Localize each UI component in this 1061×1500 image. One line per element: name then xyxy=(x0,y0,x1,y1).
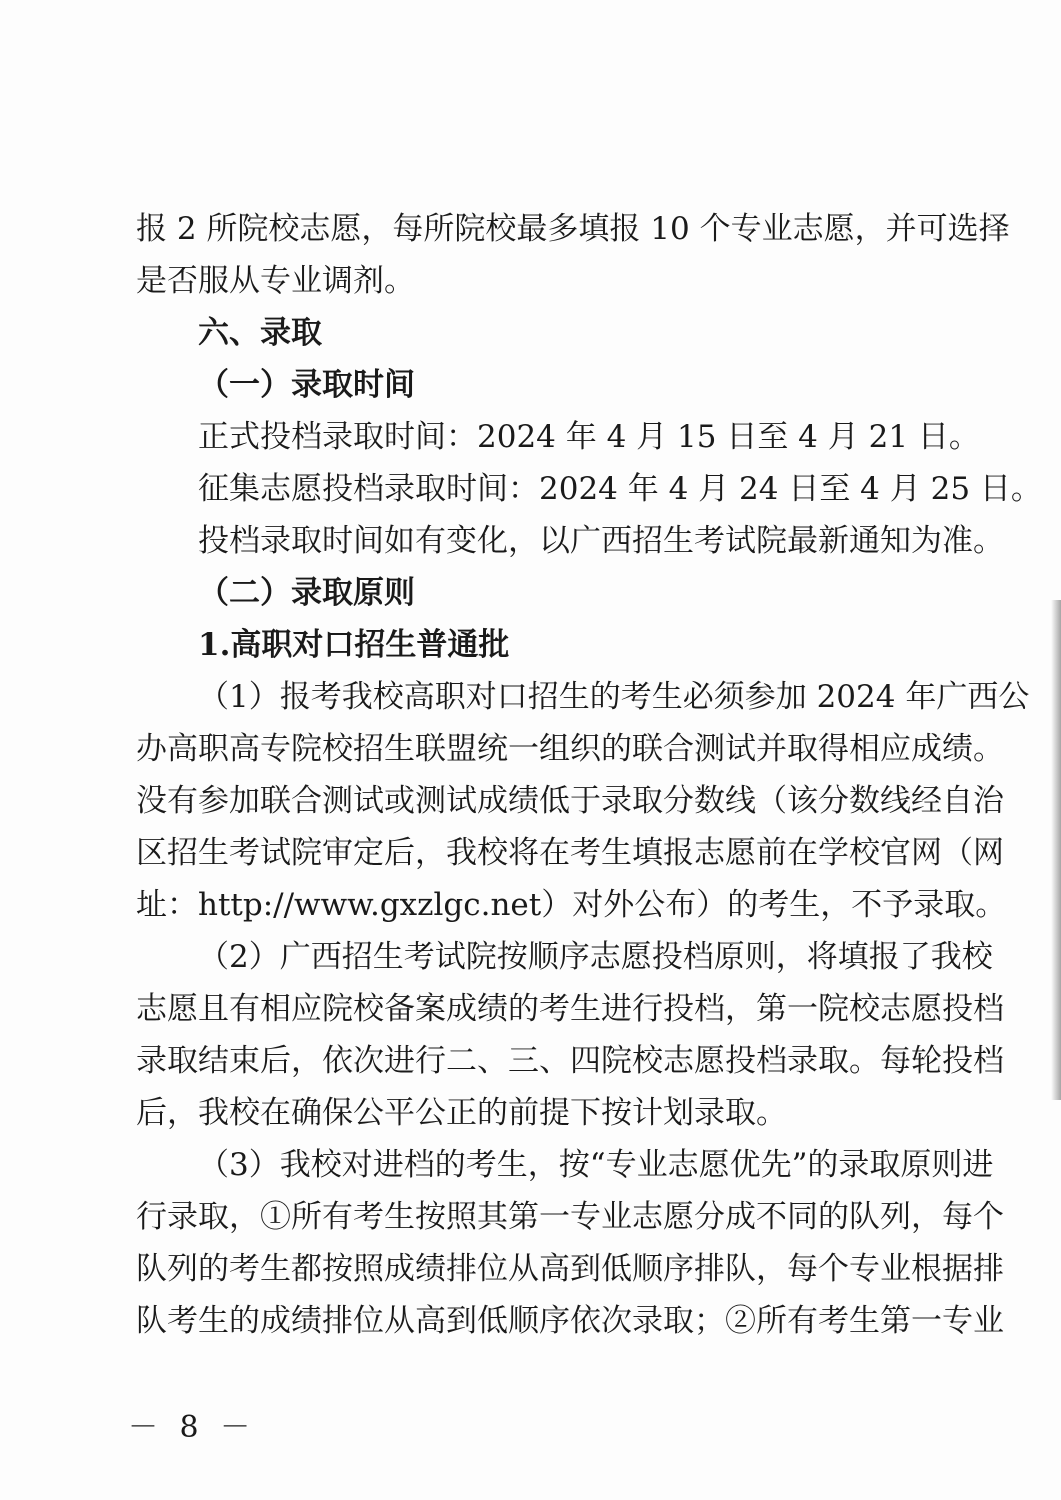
section-heading: 六、录取 xyxy=(198,315,322,351)
paragraph-line: （3）我校对进档的考生，按“专业志愿优先”的录取原则进 xyxy=(198,1147,994,1183)
paragraph-line: 录取结束后，依次进行二、三、四院校志愿投档录取。每轮投档 xyxy=(136,1043,1004,1079)
subsection-heading: （二）录取原则 xyxy=(198,575,415,611)
paragraph-line: （2）广西招生考试院按顺序志愿投档原则，将填报了我校 xyxy=(198,939,993,975)
paragraph-line: 投档录取时间如有变化，以广西招生考试院最新通知为准。 xyxy=(198,523,1004,559)
paragraph-line: 后，我校在确保公平公正的前提下按计划录取。 xyxy=(136,1095,787,1131)
paragraph-line: 队列的考生都按照成绩排位从高到低顺序排队，每个专业根据排 xyxy=(136,1251,1004,1287)
paragraph-line: 正式投档录取时间：2024 年 4 月 15 日至 4 月 21 日。 xyxy=(198,419,980,455)
paragraph-line: 报 2 所院校志愿，每所院校最多填报 10 个专业志愿，并可选择 xyxy=(136,211,1010,247)
item-heading: 1.高职对口招生普通批 xyxy=(198,627,510,663)
paragraph-line: 址：http://www.gxzlgc.net）对外公布）的考生，不予录取。 xyxy=(136,887,1007,923)
paragraph-line: 行录取，①所有考生按照其第一专业志愿分成不同的队列，每个 xyxy=(136,1199,1004,1235)
paragraph-line: 是否服从专业调剂。 xyxy=(136,263,415,299)
paragraph-line: 队考生的成绩排位从高到低顺序依次录取；②所有考生第一专业 xyxy=(136,1303,1004,1339)
paragraph-line: 区招生考试院审定后，我校将在考生填报志愿前在学校官网（网 xyxy=(136,835,1004,871)
paragraph-line: 征集志愿投档录取时间：2024 年 4 月 24 日至 4 月 25 日。 xyxy=(198,471,1042,507)
paragraph-line: 办高职高专院校招生联盟统一组织的联合测试并取得相应成绩。 xyxy=(136,731,1004,767)
paragraph-line: 志愿且有相应院校备案成绩的考生进行投档，第一院校志愿投档 xyxy=(136,991,1004,1027)
paragraph-line: （1）报考我校高职对口招生的考生必须参加 2024 年广西公 xyxy=(198,679,1030,715)
page-number: － 8 － xyxy=(128,1410,257,1445)
subsection-heading: （一）录取时间 xyxy=(198,367,415,403)
scan-edge-shadow xyxy=(1051,600,1061,1100)
document-body xyxy=(136,203,1042,1347)
paragraph-line: 没有参加联合测试或测试成绩低于录取分数线（该分数线经自治 xyxy=(136,783,1004,819)
